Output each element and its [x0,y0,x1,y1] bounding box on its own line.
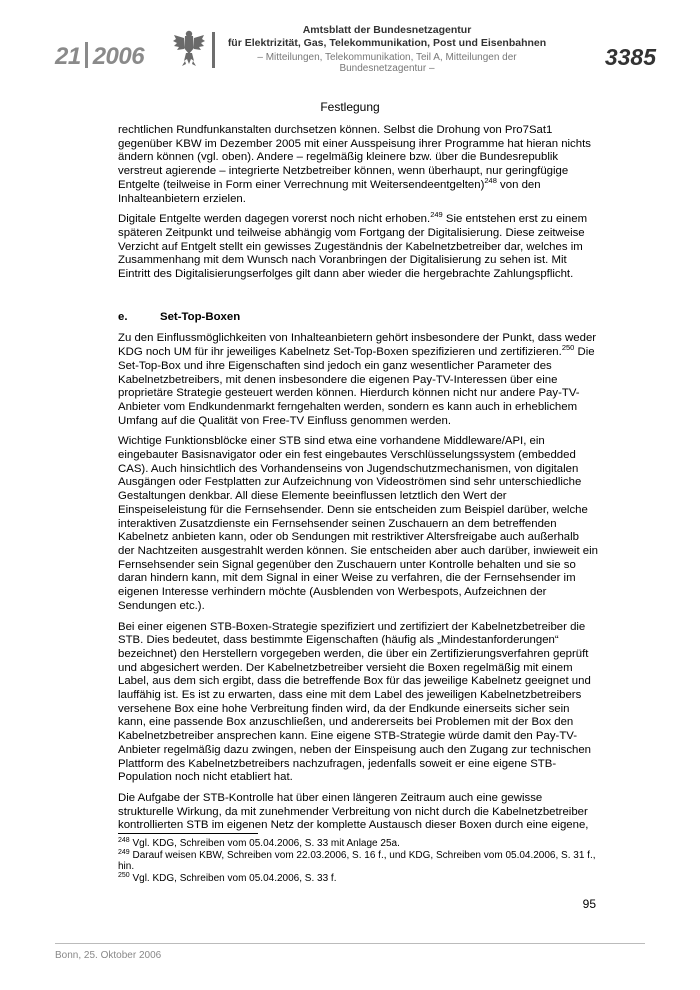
header-divider [212,32,215,68]
footnote-number: 249 [118,848,130,856]
paragraph-text: Zu den Einflussmöglichkeiten von Inhalteanbietern gehört insbesondere der Punkt, dass weder KDG noch UM für ihr jeweiliges Kabelnetz Set-Top-Boxen spezifizieren und zertifizieren. [118,332,597,359]
federal-eagle-icon [172,28,206,68]
paragraph-text: Die Set-Top-Box und ihre Eigenschaften sind jedoch ein ganz wesentlicher Parameter des Kabelnetzbetreibers, mit denen insbesondere die eigenen Pay-TV-Interessen über eine proprietäre Strategie gesteuert werden können. Hierdurch können nicht nur andere Pay-TV-Anbieter vom Endkundenmarkt ferngehalten werden, sondern es kann auch in erheblichem Umfang auf die Qualität von Free-TV Einfluss genommen werden. [118,346,595,427]
footnote-ref: 248 [484,175,497,185]
publication-title-line2: für Elektrizität, Gas, Telekommunikation, Post und Eisenbahnen [227,37,547,49]
footnote-ref: 249 [430,210,443,220]
footnote-number: 250 [118,871,130,879]
paragraph [118,124,598,206]
subsection-letter: e. [118,310,128,323]
issue-year: 2006 [92,43,145,70]
footnote [118,838,598,850]
body-text [118,124,598,840]
footnote [118,850,598,873]
paragraph: Wichtige Funktionsblöcke einer STB sind etwa eine vorhandene Middleware/API, ein eingebauter Basisnavigator oder ein fest eingebautes Verschlüsselungssystem (embedded CAS). Auch hinsichtlich des Vorhandenseins von Jugendschutzmechanismen, von digitalen Ausgängen oder Festplatten zur Aufzeichnung von Videoströmen sind sehr unterschiedliche Gestaltungen denkbar. All diese Elemente beeinflussen letztlich den Wert der Einspeiseleistung für die Fernsehsender. Denn sie entscheiden zum Beispiel darüber, welche interaktiven Zusatzdienste ein Fernsehsender seinen Zuschauern an dem betreffenden Kabelnetz anbieten kann, oder ob Sendungen mit restriktiver Altersfreigabe auch außerhalb der Nachtzeiten ausgestrahlt werden können. Sie entscheiden aber auch darüber, inwieweit ein Fernsehsender sein Signal gegenüber den Zuschauern unter Kontrolle behalten und sie so daran hindern kann, mit dem Signal in einer Weise zu verfahren, die der Fernsehsender im eigenen Interesse verhindern möchte (Ausblenden von Werbespots, Aufzeichnen der Sendungen etc.). [118,435,598,612]
paragraph-text: von den Inhalteanbietern erzielen. [118,178,541,205]
footnote-text: Vgl. KDG, Schreiben vom 05.04.2006, S. 33 f. [129,872,337,884]
footer-divider [55,943,645,944]
publication-title-line1: Amtsblatt der Bundesnetzagentur [302,24,472,36]
footnote [118,873,598,885]
local-page-number: 95 [582,897,596,911]
page-number: 3385 [604,44,656,70]
section-title: Festlegung [320,100,380,114]
paragraph: Die Aufgabe der STB-Kontrolle hat über einen längeren Zeitraum auch eine gewisse strukturelle Wirkung, da mit zunehmender Verbreitung von nicht durch die Kabelnetzbetreiber kontrollierten STB im eigenen Netz der komplette Austausch dieser Boxen durch eine eigene, [118,791,589,832]
issue-number [55,42,144,71]
paragraph-text: Digitale Entgelte werden dagegen vorerst noch nicht erhoben. [118,213,431,226]
subsection-heading [118,311,598,325]
footnote-divider [118,833,258,834]
subsection-title: Set-Top-Boxen [160,310,241,323]
paragraph: Bei einer eigenen STB-Boxen-Strategie spezifiziert und zertifiziert der Kabelnetzbetreiber die STB. Dies bedeutet, dass bestimmte Eigenschaften (häufig als „Mindestanforderungen“ bezeichnet) den Herstellern vorgegeben werden, die über ein Zertifizierungsverfahren geprüft und abgesichert werden. Der Kabelnetzbetreiber versieht die Boxen regelmäßig mit einem Label, aus dem sich ergibt, dass die betreffende Box für das jeweilige Kabelnetz geeignet und lauffähig ist. Es ist zu erwarten, dass eine mit dem Label des jeweiligen Kabelnetzbetreibers versehene Box eine hohe Verbreitung finden wird, da der Endkunde einerseits sicher sein kann, eine passende Box anzuschließen, und andererseits bei Problemen mit der Box den Kabelnetzbetreiber ansprechen kann. Eine eigene STB-Strategie würde damit den Pay-TV-Anbieter regelmäßig dazu zwingen, neben der Einspeisung auch den Zugang zur technischen Plattform des Kabelnetzbetreibers nachzufragen, jedenfalls soweit er eine eigene STB-Population noch nicht etabliert hat. [118,620,592,784]
footnote-text: Darauf weisen KBW, Schreiben vom 22.03.2006, S. 16 f., und KDG, Schreiben vom 05.04.2006, S. 31 f., hin. [118,849,596,873]
footnote-ref: 250 [561,343,575,353]
paragraph [118,210,598,282]
footnote-text: Vgl. KDG, Schreiben vom 05.04.2006, S. 33 mit Anlage 25a. [129,838,400,849]
footnote-number: 248 [118,837,130,844]
issue-separator [85,42,88,68]
footnotes [118,838,598,884]
paragraph [118,332,598,428]
publication-title [222,24,552,50]
paragraph-text: Sie entstehen erst zu einem späteren Zeitpunkt und teilweise abhängig vom Fortgang der Digitalisierung. Diese zeitweise Verzicht auf Entgelt stellt ein gewisses Zugeständnis der Kabelnetzbetreiber dar, welches im Zusammenhang mit dem Wunsch nach Voranbringen der Digitalisierung zu sehen ist. Mit Eintritt des Digitalisierungserfolges gilt dann aber wieder die hergebrachte Zahlungspflicht. [118,213,588,281]
issue-number-value: 21 [55,43,81,70]
paragraph-text: rechtlichen Rundfunkanstalten durchsetzen können. Selbst die Drohung von Pro7Sat1 gegenüber KBW im Dezember 2005 mit einer Ausspeisung ihrer Programme hat hieran nichts ändern können (vgl. oben). Andere – regelmäßig kleinere bzw. über die Bundesrepublik verstreut agierende – integrierte Netzbetreiber können, wenn überhaupt, nur geringfügige Entgelte (teilweise in Form einer Verrechnung mit Weitersendeentgelten) [118,124,591,191]
footer-date: Bonn, 25. Oktober 2006 [55,950,162,961]
publication-subtitle: – Mitteilungen, Telekommunikation, Teil A, Mitteilungen der Bundesnetzagentur – [257,52,517,74]
